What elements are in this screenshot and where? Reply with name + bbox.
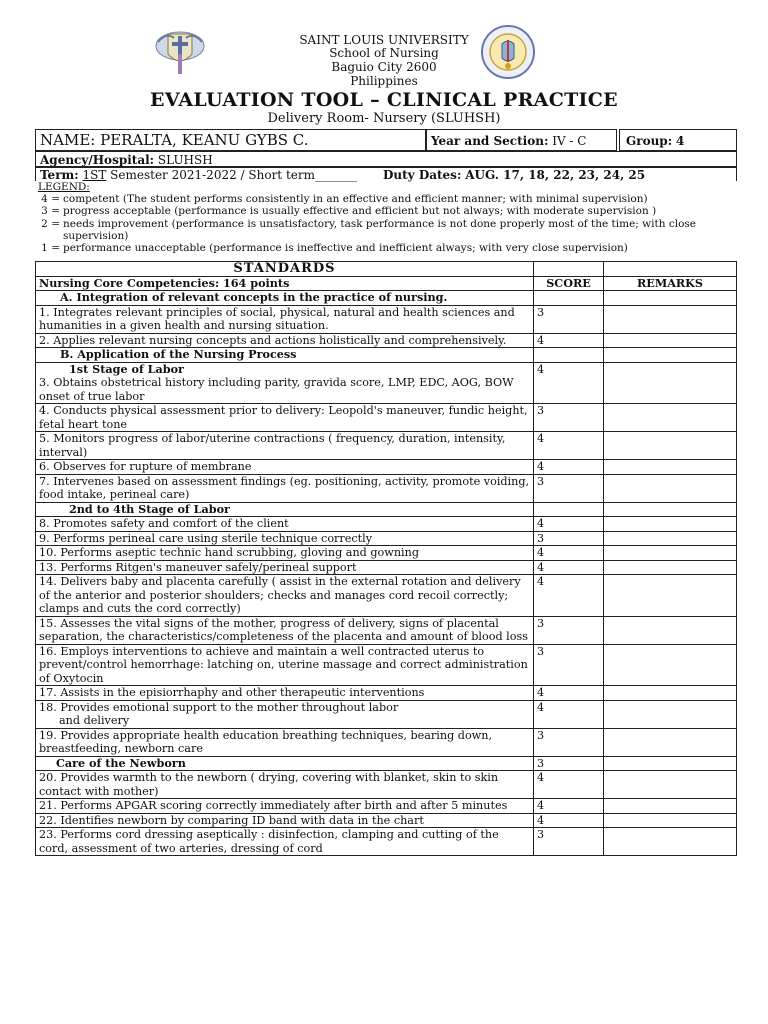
legend-item: 2 = needs improvement (performance is unsatisfactory, task performance is not done properly most of the time; with close supervision): [41, 217, 697, 242]
remarks-header: REMARKS: [604, 276, 737, 291]
country-line: Philippines: [350, 74, 418, 88]
year-section-box: [426, 129, 617, 151]
standard-text: 15. Assesses the vital signs of the mother, progress of delivery, signs of placental separation, the characteristics/completeness of the placenta and amount of blood loss: [36, 616, 534, 644]
standards-heading: STANDARDS: [36, 262, 534, 277]
agency-value: SLUHSH: [157, 153, 213, 167]
score-cell: 3: [534, 404, 604, 432]
remarks-cell: [604, 432, 737, 460]
standard-text: 8. Promotes safety and comfort of the client: [36, 517, 534, 532]
standard-text: 16. Employs interventions to achieve and maintain a well contracted uterus to prevent/control hemorrhage: latching on, uterine massage and correct administration of Oxytocin: [36, 644, 534, 686]
duty-label: Duty Dates:: [383, 168, 462, 182]
remarks-cell: [604, 531, 737, 546]
table-row: [36, 531, 737, 546]
remarks-cell: [604, 644, 737, 686]
remarks-cell: [604, 460, 737, 475]
standard-text: A. Integration of relevant concepts in the practice of nursing.: [36, 291, 534, 306]
standard-text: 18. Provides emotional support to the mother throughout labor and delivery: [36, 700, 534, 728]
page-subtitle: Delivery Room- Nursery (SLUHSH): [267, 111, 501, 126]
standard-text: 19. Provides appropriate health education breathing techniques, bearing down, breastfeeding, newborn care: [36, 728, 534, 756]
score-cell: 4: [534, 460, 604, 475]
table-row: [36, 305, 737, 333]
standard-text: 23. Performs cord dressing aseptically : disinfection, clamping and cutting of the cord, assessment of two arteries, dressing of cord: [36, 828, 534, 856]
standard-text: 21. Performs APGAR scoring correctly immediately after birth and after 5 minutes: [36, 799, 534, 814]
score-cell: 4: [534, 700, 604, 728]
remarks-cell: [604, 560, 737, 575]
table-row: [36, 291, 737, 306]
standard-item: 3. Obtains obstetrical history including parity, gravida score, LMP, EDC, AOG, BOW onset of true labor: [39, 376, 514, 403]
table-subheader-row: [36, 276, 737, 291]
year-label: Year and Section:: [431, 134, 549, 148]
remarks-cell: [604, 771, 737, 799]
table-row: [36, 756, 737, 771]
score-cell: 4: [534, 333, 604, 348]
remarks-cell: [604, 616, 737, 644]
standard-text: 20. Provides warmth to the newborn ( drying, covering with blanket, skin to skin contact with mother): [36, 771, 534, 799]
group-value: 4: [675, 134, 685, 148]
table-row: [36, 616, 737, 644]
remarks-cell: [604, 756, 737, 771]
score-cell: 3: [534, 728, 604, 756]
standard-text: 10. Performs aseptic technic hand scrubbing, gloving and gowning: [36, 546, 534, 561]
legend-title: LEGEND:: [38, 181, 90, 193]
remarks-cell: [604, 686, 737, 701]
competencies-label: Nursing Core Competencies: 164 points: [36, 276, 534, 291]
page-title: EVALUATION TOOL – CLINICAL PRACTICE: [150, 89, 618, 111]
standard-text: 9. Performs perineal care using sterile technique correctly: [36, 531, 534, 546]
standard-text: 13. Performs Ritgen's maneuver safely/perineal support: [36, 560, 534, 575]
name-value: PERALTA, KEANU GYBS C.: [100, 131, 309, 149]
score-cell: 4: [534, 575, 604, 617]
university-name: SAINT LOUIS UNIVERSITY: [299, 33, 469, 47]
score-cell: 4: [534, 771, 604, 799]
score-cell: 4: [534, 546, 604, 561]
score-cell: 3: [534, 828, 604, 856]
score-cell: 3: [534, 531, 604, 546]
legend-item: 3 = progress acceptable (performance is usually effective and efficient but not always; with moderate supervision ): [41, 205, 657, 218]
remarks-cell: [604, 813, 737, 828]
standard-text: B. Application of the Nursing Process: [36, 348, 534, 363]
remarks-cell: [604, 799, 737, 814]
term-label: Term:: [40, 168, 79, 182]
remarks-cell: [604, 333, 737, 348]
term-box: [35, 167, 737, 181]
standard-text: 1. Integrates relevant principles of social, physical, natural and health sciences and humanities in a given health and nursing situation.: [36, 305, 534, 333]
score-cell: 3: [534, 644, 604, 686]
score-cell: 3: [534, 756, 604, 771]
table-row: [36, 348, 737, 363]
table-row: [36, 644, 737, 686]
group-box: [619, 129, 737, 151]
name-box: [35, 129, 426, 151]
table-row: [36, 728, 737, 756]
agency-label: Agency/Hospital:: [40, 153, 155, 167]
table-row: [36, 799, 737, 814]
stage-heading: 1st Stage of Labor: [69, 361, 184, 376]
table-header-row: [36, 262, 737, 277]
standard-text: 2. Applies relevant nursing concepts and actions holistically and comprehensively.: [36, 333, 534, 348]
standard-text: [36, 362, 534, 404]
remarks-cell: [604, 517, 737, 532]
school-name: School of Nursing: [329, 46, 439, 60]
score-cell: 4: [534, 813, 604, 828]
table-row: [36, 333, 737, 348]
remarks-cell: [604, 348, 737, 363]
remarks-cell: [604, 728, 737, 756]
remarks-cell: [604, 828, 737, 856]
table-row: [36, 560, 737, 575]
remarks-cell: [604, 362, 737, 404]
table-row: [36, 517, 737, 532]
group-label: Group:: [626, 134, 673, 148]
score-cell: [534, 291, 604, 306]
remarks-cell: [604, 305, 737, 333]
table-row: [36, 686, 737, 701]
score-cell: 3: [534, 305, 604, 333]
standard-text: 6. Observes for rupture of membrane: [36, 460, 534, 475]
standard-text: [36, 502, 534, 517]
legend: [38, 181, 738, 254]
score-cell: 4: [534, 517, 604, 532]
city-line: Baguio City 2600: [331, 60, 437, 74]
table-row: [36, 546, 737, 561]
term-rest: Semester 2021-2022 / Short term_______: [110, 168, 357, 182]
table-row: [36, 474, 737, 502]
stage-heading: 2nd to 4th Stage of Labor: [69, 501, 230, 516]
score-cell: 3: [534, 616, 604, 644]
remarks-cell: [604, 474, 737, 502]
table-row: [36, 404, 737, 432]
year-value: IV - C: [552, 134, 587, 148]
remarks-cell: [604, 575, 737, 617]
remarks-cell: [604, 502, 737, 517]
table-row: [36, 362, 737, 404]
standard-text: 5. Monitors progress of labor/uterine contractions ( frequency, duration, intensity, interval): [36, 432, 534, 460]
table-row: [36, 460, 737, 475]
table-row: [36, 771, 737, 799]
remarks-cell: [604, 404, 737, 432]
standards-table: [35, 261, 737, 856]
table-row: [36, 575, 737, 617]
duty-value: AUG. 17, 18, 22, 23, 24, 25: [465, 168, 646, 182]
legend-item: 4 = competent (The student performs consistently in an effective and efficient manner; with minimal supervision): [41, 193, 648, 206]
standard-text: 4. Conducts physical assessment prior to delivery: Leopold's maneuver, fundic height, fetal heart tone: [36, 404, 534, 432]
legend-item: 1 = performance unacceptable (performance is ineffective and inefficient always; with very close supervision): [41, 242, 628, 255]
standard-text: 14. Delivers baby and placenta carefully ( assist in the external rotation and delivery of the anterior and posterior shoulders; checks and manages cord recoil correctly; clamps and cuts the cord correctly): [36, 575, 534, 617]
agency-box: [35, 151, 737, 167]
score-cell: 4: [534, 432, 604, 460]
score-cell: 3: [534, 474, 604, 502]
score-cell: 4: [534, 799, 604, 814]
table-row: [36, 828, 737, 856]
score-cell: 4: [534, 560, 604, 575]
remarks-cell: [604, 546, 737, 561]
score-cell: [534, 502, 604, 517]
table-row: [36, 432, 737, 460]
standard-text: Care of the Newborn: [36, 756, 534, 771]
table-row: [36, 502, 737, 517]
table-row: [36, 700, 737, 728]
score-cell: 4: [534, 362, 604, 404]
score-header: SCORE: [534, 276, 604, 291]
name-label: NAME:: [40, 131, 96, 149]
remarks-cell: [604, 291, 737, 306]
term-sem: 1ST: [82, 168, 107, 182]
remarks-cell: [604, 700, 737, 728]
score-cell: 4: [534, 686, 604, 701]
standard-text: 17. Assists in the episiorrhaphy and other therapeutic interventions: [36, 686, 534, 701]
table-row: [36, 813, 737, 828]
score-cell: [534, 348, 604, 363]
standard-text: 22. Identifies newborn by comparing ID band with data in the chart: [36, 813, 534, 828]
standard-text: 7. Intervenes based on assessment findings (eg. positioning, activity, promote voiding, food intake, perineal care): [36, 474, 534, 502]
